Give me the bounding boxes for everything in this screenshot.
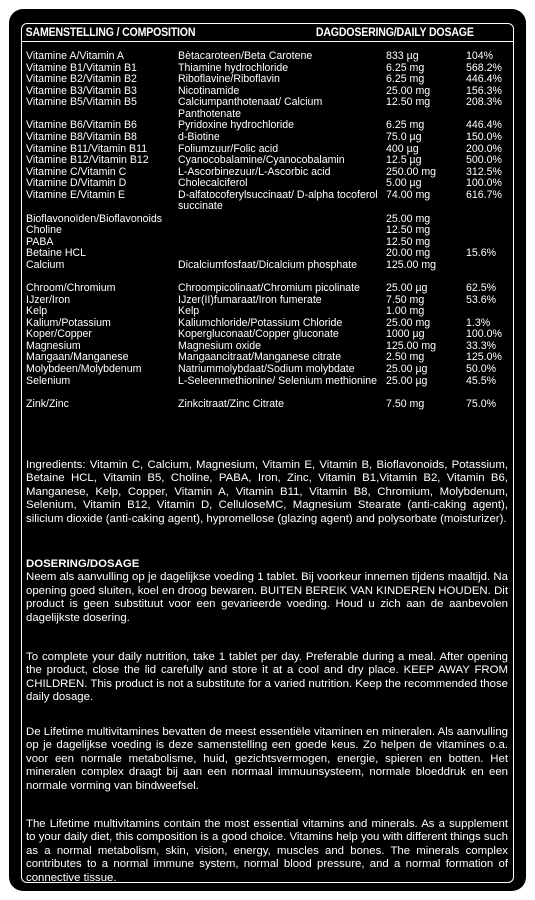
nutrient-amount: 400 µg xyxy=(386,142,419,155)
composition-row xyxy=(26,376,511,399)
composition-row xyxy=(26,237,511,249)
composition-row xyxy=(26,214,511,226)
nutrient-amount: 20.00 mg xyxy=(386,247,431,260)
supplement-label xyxy=(9,9,526,891)
nutrient-amount: 25.00 µg xyxy=(386,374,428,387)
nutrient-percentage: 208.3% xyxy=(466,96,502,109)
nutrient-name: Vitamine B1/Vitamin B1 xyxy=(26,61,137,74)
nutrient-amount: 12.50 mg xyxy=(386,224,431,237)
dosage-section xyxy=(26,558,508,625)
composition-row xyxy=(26,51,511,63)
nutrient-source: Riboflavine/Riboflavin xyxy=(178,73,280,86)
nutrient-percentage: 1.3% xyxy=(466,316,491,329)
nutrient-name: Vitamine B8/Vitamin B8 xyxy=(26,130,137,143)
nutrient-percentage: 446.4% xyxy=(466,119,502,132)
nutrient-source: Kaliumchloride/Potassium Chloride xyxy=(178,316,343,329)
nutrient-name: Vitamine B6/Vitamin B6 xyxy=(26,119,137,132)
nutrient-amount: 125.00 mg xyxy=(386,258,437,271)
nutrient-percentage: 104% xyxy=(466,50,494,62)
composition-row xyxy=(26,399,511,411)
nutrient-name: Kalium/Potassium xyxy=(26,316,111,329)
nutrient-source: Chroompicolinaat/Chromium picolinate xyxy=(178,281,360,294)
composition-row xyxy=(26,97,511,120)
nutrient-source: Dicalciumfosfaat/Dicalcium phosphate xyxy=(178,258,357,271)
nutrient-source: Natriummolybdaat/Sodium molybdate xyxy=(178,363,355,376)
nutrient-name: Vitamine C/Vitamin C xyxy=(26,165,127,178)
nutrient-source: Magnesium oxide xyxy=(178,339,262,352)
composition-row xyxy=(26,295,511,307)
nutrient-percentage: 616.7% xyxy=(466,188,502,201)
nutrient-source: Cyanocobalamine/Cyanocobalamin xyxy=(178,154,345,167)
nutrient-amount: 12.50 mg xyxy=(386,235,431,248)
nutrient-percentage: 62.5% xyxy=(466,281,497,294)
nutrient-percentage: 200.0% xyxy=(466,142,502,155)
nutrient-percentage: 150.0% xyxy=(466,130,502,143)
nutrient-name: PABA xyxy=(26,235,54,248)
nutrient-source: Foliumzuur/Folic acid xyxy=(178,142,279,155)
composition-row xyxy=(26,155,511,167)
composition-row xyxy=(26,364,511,376)
nutrient-name: Betaine HCL xyxy=(26,247,87,260)
nutrient-source: IJzer(II)fumaraat/Iron fumerate xyxy=(178,293,322,306)
nutrient-source: Cholecalciferol xyxy=(178,177,248,190)
nutrient-percentage: 53.6% xyxy=(466,293,497,306)
composition-row xyxy=(26,329,511,341)
nutrient-name: Vitamine B2/Vitamin B2 xyxy=(26,73,137,86)
nutrient-percentage: 446.4% xyxy=(466,73,502,86)
nutrient-name: Molybdeen/Molybdenum xyxy=(26,363,142,376)
nutrient-amount: 6.25 mg xyxy=(386,73,425,86)
ingredients-text: Ingredients: Vitamin C, Calcium, Magnesium, Vitamin E, Vitamin B, Bioflavonoids, Potassium, Betaine HCL, Vitamin B5, Choline, PABA, Iron, Zinc, Vitamin B1,Vitamin B2, Vitamin B6, Manganese, Kelp, Copper, Vitamin A, Vitamin B11, Vitamin B8, Chromium, Molybdenum, Selenium, Vitamin B12, Vitamin D, CelluloseMC, Magnesium Stearate (anti-caking agent), silicium dioxide (anti-caking agent), hypromellose (glazing agent) and polysorbate (moisturizer). xyxy=(26,459,508,525)
nutrient-amount: 25.00 µg xyxy=(386,281,428,294)
nutrient-source: Bètacaroteen/Beta Carotene xyxy=(178,50,313,62)
nutrient-source: Calciumpanthotenaat/ Calcium Panthotenate xyxy=(178,96,323,120)
nutrient-amount: 833 µg xyxy=(386,50,419,62)
nutrient-name: Choline xyxy=(26,224,62,237)
composition-heading: SAMENSTELLING / COMPOSITION xyxy=(25,27,196,39)
nutrient-percentage: 500.0% xyxy=(466,154,502,167)
composition-row xyxy=(26,225,511,237)
nutrient-name: Vitamine A/Vitamin A xyxy=(26,50,124,62)
composition-row xyxy=(26,132,511,144)
nutrient-name: Calcium xyxy=(26,258,65,271)
nutrient-amount: 6.25 mg xyxy=(386,61,425,74)
nutrient-amount: 2.50 mg xyxy=(386,351,425,364)
nutrient-source: L-Seleenmethionine/ Selenium methionine xyxy=(178,374,378,387)
nutrient-name: Koper/Copper xyxy=(26,328,92,341)
nutrient-percentage: 45.5% xyxy=(466,374,497,387)
nutrient-amount: 7.50 mg xyxy=(386,398,425,411)
composition-table xyxy=(26,51,511,411)
nutrient-name: Vitamine B12/Vitamin B12 xyxy=(26,154,149,167)
nutrient-source: Thiamine hydrochloride xyxy=(178,61,289,74)
nutrient-percentage: 100.0% xyxy=(466,177,502,190)
nutrient-name: Vitamine B11/Vitamin B11 xyxy=(26,142,148,155)
nutrient-source: d-Biotine xyxy=(178,130,220,143)
nutrient-amount: 25.00 µg xyxy=(386,363,428,376)
nutrient-amount: 250.00 mg xyxy=(386,165,437,178)
nutrient-amount: 25.00 mg xyxy=(386,84,431,97)
nutrient-percentage: 125.0% xyxy=(466,351,502,364)
nutrient-source: D-alfatocoferylsuccinaat/ D-alpha tocoferol succinate xyxy=(178,188,378,213)
daily-dosage-heading: DAGDOSERING/DAILY DOSAGE xyxy=(315,27,474,39)
composition-row xyxy=(26,283,511,295)
nutrient-name: IJzer/Iron xyxy=(26,293,71,306)
nutrient-amount: 6.25 mg xyxy=(386,119,425,132)
nutrient-amount: 1000 µg xyxy=(386,328,425,341)
nutrient-amount: 12.50 mg xyxy=(386,96,431,109)
table-header xyxy=(22,24,514,42)
nutrient-amount: 5.00 µg xyxy=(386,177,422,190)
nutrient-source: Zinkcitraat/Zinc Citrate xyxy=(178,398,284,411)
nutrient-name: Selenium xyxy=(26,374,71,387)
nutrient-amount: 25.00 mg xyxy=(386,212,431,225)
nutrient-percentage: 50.0% xyxy=(466,363,497,376)
nutrient-amount: 75.0 µg xyxy=(386,130,422,143)
nutrient-name: Vitamine B5/Vitamin B5 xyxy=(26,96,137,109)
nutrient-source: Mangaancitraat/Manganese citrate xyxy=(178,351,342,364)
dosage-text-en: To complete your daily nutrition, take 1 tablet per day. Preferable during a meal. After opening the product, close the lid carefully and store it at a cool and dry place. KEEP AWAY FROM CHILDREN. This product is not a substitute for a varied nutrition. Keep the recommended those daily dosage. xyxy=(26,651,508,704)
nutrient-amount: 25.00 mg xyxy=(386,316,431,329)
nutrient-source: L-Ascorbinezuur/L-Ascorbic acid xyxy=(178,165,331,178)
composition-row xyxy=(26,306,511,318)
nutrient-source: Kelp xyxy=(178,305,200,318)
composition-row xyxy=(26,260,511,283)
nutrient-name: Zink/Zinc xyxy=(26,398,69,411)
label-frame xyxy=(21,23,514,883)
nutrient-source: Kopergluconaat/Copper gluconate xyxy=(178,328,339,341)
about-text-nl: De Lifetime multivitamines bevatten de meest essentiële vitaminen en mineralen. Als aanvulling op je dagelijkse voeding is deze samenstelling een goede keus. Zo helpen de vitamines o.a. voor een normale metabolisme, huid, gezichtsvermogen, energie, spieren en botten. Het mineralen complex draagt bij aan een normaal immuunsysteem, normale bloeddruk en een normale vorming van bindweefsel. xyxy=(26,726,508,792)
nutrient-percentage: 312.5% xyxy=(466,165,502,178)
nutrient-percentage: 100.0% xyxy=(466,328,502,341)
nutrient-percentage: 75.0% xyxy=(466,398,497,411)
nutrient-source: Nicotinamide xyxy=(178,84,240,97)
nutrient-amount: 12.5 µg xyxy=(386,154,422,167)
nutrient-name: Vitamine D/Vitamin D xyxy=(26,177,127,190)
nutrient-name: Magnesium xyxy=(26,339,81,352)
nutrient-amount: 7.50 mg xyxy=(386,293,425,306)
nutrient-name: Kelp xyxy=(26,305,48,318)
nutrient-source: Pyridoxine hydrochloride xyxy=(178,119,295,132)
nutrient-amount: 74.00 mg xyxy=(386,188,431,201)
dosage-title: DOSERING/DOSAGE xyxy=(26,558,140,570)
composition-row xyxy=(26,190,511,213)
nutrient-name: Vitamine E/Vitamin E xyxy=(26,188,126,201)
nutrient-name: Chroom/Chromium xyxy=(26,281,116,294)
nutrient-percentage: 568.2% xyxy=(466,61,502,74)
nutrient-amount: 1.00 mg xyxy=(386,305,425,318)
nutrient-percentage: 33.3% xyxy=(466,339,497,352)
nutrient-name: Mangaan/Manganese xyxy=(26,351,129,364)
nutrient-name: Vitamine B3/Vitamin B3 xyxy=(26,84,137,97)
nutrient-name: Bioflavonoïden/Bioflavonoids xyxy=(26,212,163,225)
nutrient-amount: 125.00 mg xyxy=(386,339,437,352)
nutrient-percentage: 156.3% xyxy=(466,84,502,97)
nutrient-percentage: 15.6% xyxy=(466,247,497,260)
about-text-en: The Lifetime multivitamins contain the most essential vitamins and minerals. As a supplement to your daily diet, this composition is a good choice. Vitamins help you with different things such as a normal metabolism, skin, vision, energy, muscles and bones. The minerals complex contributes to a normal immune system, normal blood pressure, and a normal formation of connective tissue. xyxy=(26,818,508,883)
dosage-text-nl: Neem als aanvulling op je dagelijkse voeding 1 tablet. Bij voorkeur innemen tijdens maaltijd. Na opening goed sluiten, koel en droog bewaren. BUITEN BEREIK VAN KINDEREN HOUDEN. Dit product is geen substituut voor een gevarieerde voeding. Houd u zich aan de aanbevolen dagelijkste dosering. xyxy=(26,571,508,624)
